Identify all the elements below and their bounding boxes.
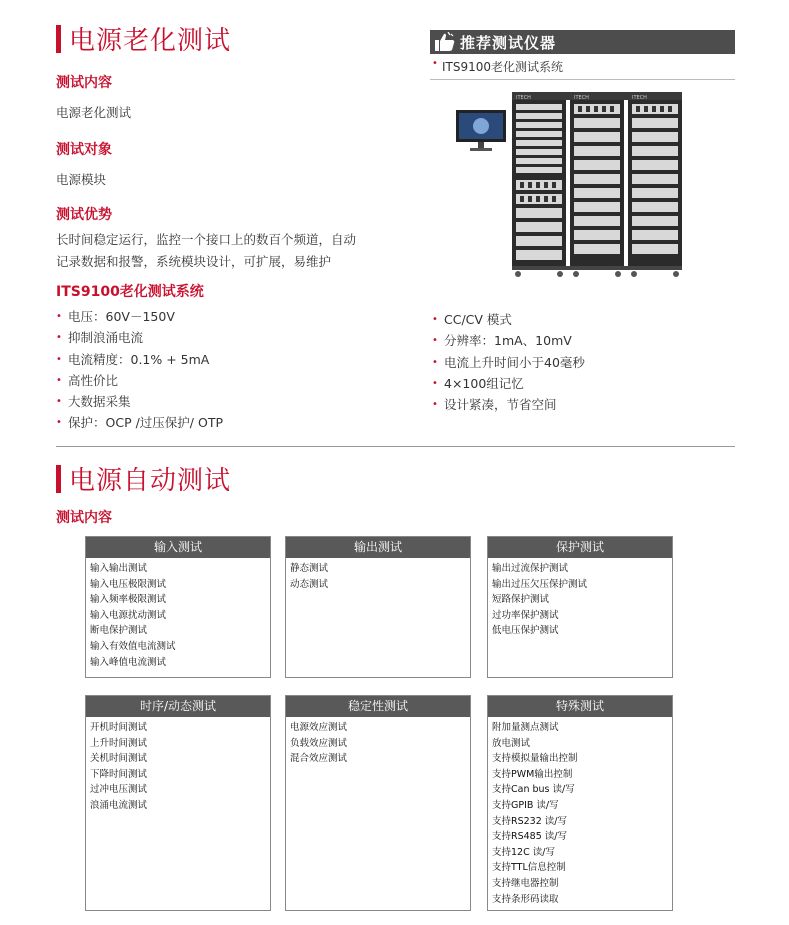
content-heading: 测试内容 — [56, 75, 112, 91]
test-item: 输入峰值电流测试 — [90, 656, 167, 668]
test-item: 支持模拟量输出控制 — [492, 753, 578, 765]
feature-item: • 保护：OCP /过压保护/ OTP — [56, 412, 223, 433]
test-item: 支持继电器控制 — [492, 877, 559, 889]
test-box-title: 特殊测试 — [488, 696, 672, 717]
feature-item: • 电流精度：0.1% + 5mA — [56, 349, 223, 370]
test-box-title: 输出测试 — [286, 537, 470, 558]
test-item: 放电测试 — [492, 737, 531, 749]
feature-item: • 大数据采集 — [56, 391, 223, 412]
test-item: 断电保护测试 — [90, 625, 148, 637]
test-item: 支持Can bus 读/写 — [492, 784, 575, 796]
feature-item: • 设计紧凑，节省空间 — [432, 394, 585, 415]
test-box-timing — [85, 695, 271, 911]
test-item: 支持RS232 读/写 — [492, 815, 567, 827]
object-text: 电源模块 — [56, 172, 107, 187]
features-left-list — [56, 306, 223, 434]
test-item: 动态测试 — [290, 578, 329, 590]
test-item: 输入频率极限测试 — [90, 594, 167, 606]
content-text: 电源老化测试 — [56, 105, 132, 120]
test-item: 开机时间测试 — [90, 722, 148, 733]
section-divider — [56, 446, 735, 447]
test-box-stability — [285, 695, 471, 911]
test-item: 上升时间测试 — [90, 737, 148, 749]
test-box-title: 稳定性测试 — [286, 696, 470, 717]
content-heading-2: 测试内容 — [56, 510, 112, 526]
test-item: 过冲电压测试 — [90, 784, 148, 796]
test-item: 输出过压欠压保护测试 — [492, 578, 588, 590]
test-item: 电源效应测试 — [290, 722, 348, 733]
feature-item: • CC/CV 模式 — [432, 309, 585, 330]
recommend-header — [430, 30, 735, 54]
test-item: 短路保护测试 — [492, 594, 550, 606]
test-item: 支持条形码读取 — [492, 893, 559, 905]
its9100-cabinet-image — [452, 80, 692, 280]
test-item: 输入输出测试 — [90, 563, 148, 574]
title-accent-bar — [56, 465, 61, 493]
section-title-auto — [56, 460, 231, 497]
test-item: 支持TTL信息控制 — [492, 862, 566, 874]
section-title-aging — [56, 20, 231, 57]
advantage-text — [56, 229, 356, 273]
feature-item: • 4×100组记忆 — [432, 373, 585, 394]
test-item: 下降时间测试 — [90, 768, 148, 780]
recommend-title: 推荐测试仪器 — [460, 33, 557, 52]
test-item: 输入有效值电流测试 — [90, 640, 176, 652]
section-title-text: 电源自动测试 — [69, 466, 232, 496]
advantage-line: 记录数据和报警，系统模块设计，可扩展，易维护 — [56, 254, 332, 269]
test-item: 支持GPIB 读/写 — [492, 799, 559, 811]
recommend-item: • ITS9100老化测试系统 — [430, 58, 735, 80]
feature-item: • 电流上升时间小于40毫秒 — [432, 352, 585, 373]
title-accent-bar — [56, 25, 61, 53]
test-item: 输入电源扰动测试 — [90, 609, 167, 621]
thumbs-up-icon — [430, 30, 460, 54]
feature-item: • 高性价比 — [56, 370, 223, 391]
test-item: 支持12C 读/写 — [492, 846, 555, 858]
test-item: 混合效应测试 — [290, 753, 348, 765]
advantage-line: 长时间稳定运行，监控一个接口上的数百个频道，自动 — [56, 232, 357, 247]
test-item: 静态测试 — [290, 563, 329, 574]
object-heading: 测试对象 — [56, 142, 112, 158]
svg-text:ITECH: ITECH — [574, 95, 589, 101]
feature-item: • 分辨率：1mA、10mV — [432, 330, 585, 351]
test-item: 支持RS485 读/写 — [492, 831, 567, 843]
feature-item: • 抑制浪涌电流 — [56, 327, 223, 348]
test-item: 附加量测点测试 — [492, 722, 559, 733]
test-item: 低电压保护测试 — [492, 625, 559, 637]
test-box-output — [285, 536, 471, 678]
advantage-heading: 测试优势 — [56, 207, 112, 223]
test-box-title: 保护测试 — [488, 537, 672, 558]
test-item: 输入电压极限测试 — [90, 578, 167, 590]
test-box-input — [85, 536, 271, 678]
test-box-protection — [487, 536, 673, 678]
feature-item: • 电压：60V－150V — [56, 306, 223, 327]
test-item: 输出过流保护测试 — [492, 563, 569, 574]
test-box-title: 输入测试 — [86, 537, 270, 558]
test-item: 负载效应测试 — [290, 737, 348, 749]
svg-text:ITECH: ITECH — [632, 95, 647, 101]
features-right-list — [432, 309, 585, 415]
test-item: 支持PWM输出控制 — [492, 768, 573, 780]
test-item: 过功率保护测试 — [492, 609, 559, 621]
system-heading: ITS9100老化测试系统 — [56, 284, 204, 300]
test-item: 浪涌电流测试 — [90, 799, 148, 811]
section-title-text: 电源老化测试 — [69, 26, 232, 56]
test-box-special — [487, 695, 673, 911]
test-item: 关机时间测试 — [90, 753, 148, 765]
test-box-title: 时序/动态测试 — [86, 696, 270, 717]
svg-text:ITECH: ITECH — [516, 95, 531, 101]
